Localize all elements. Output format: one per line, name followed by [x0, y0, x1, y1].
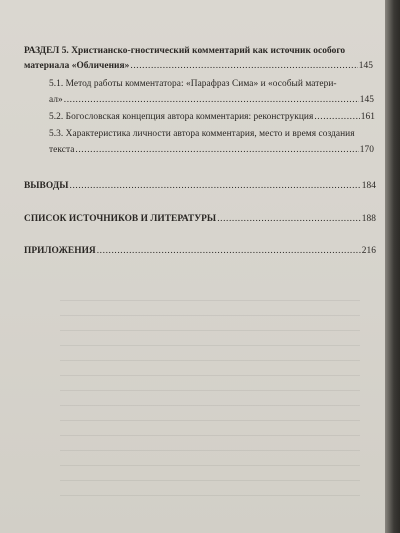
page-number: 184: [361, 181, 376, 191]
leader-dots: [130, 60, 357, 72]
toc-sub-5-2-title: 5.2. Богословская концепция автора комментария: реконструкция: [49, 112, 314, 122]
leader-dots: [70, 180, 361, 192]
toc-appendix-title: ПРИЛОЖЕНИЯ: [24, 246, 96, 256]
toc-section5-entry[interactable]: [24, 60, 373, 72]
page-number: 216: [361, 246, 376, 256]
toc-sub-5-1-entry[interactable]: [49, 94, 374, 106]
toc-sub-5-1-title: 5.1. Метод работы комментатора: «Парафраз Сима» и «особый матери-: [49, 79, 337, 89]
toc-sources-entry[interactable]: [24, 213, 376, 225]
toc-sub-5-3-title: 5.3. Характеристика личности автора комментария, место и время создания: [49, 129, 355, 139]
page-edge-shadow: [385, 0, 400, 533]
toc-conclusions-entry[interactable]: [24, 180, 376, 192]
toc-sub-5-3-entry[interactable]: [49, 144, 374, 156]
toc-section5-title-cont: материала «Обличения»: [24, 61, 130, 71]
toc-sub-5-2-entry[interactable]: [49, 111, 375, 123]
leader-dots: [314, 111, 359, 123]
leader-dots: [64, 94, 359, 106]
toc-sub-5-3-title-cont: текста: [49, 145, 75, 155]
leader-dots: [97, 245, 361, 257]
leader-dots: [75, 144, 358, 156]
page-number: 161: [360, 112, 375, 122]
page-number: 188: [361, 214, 376, 224]
toc-sub-5-1-title-cont: ал»: [49, 95, 63, 105]
leader-dots: [217, 213, 361, 225]
toc-conclusions-title: ВЫВОДЫ: [24, 181, 69, 191]
page-number: 145: [359, 95, 374, 105]
page-number: 170: [359, 145, 374, 155]
toc-section5-title: РАЗДЕЛ 5. Христианско-гностический комментарий как источник особого: [24, 46, 346, 56]
toc-appendix-entry[interactable]: [24, 245, 376, 257]
page-number: 145: [358, 61, 373, 71]
toc-sources-title: СПИСОК ИСТОЧНИКОВ И ЛИТЕРАТУРЫ: [24, 214, 217, 224]
